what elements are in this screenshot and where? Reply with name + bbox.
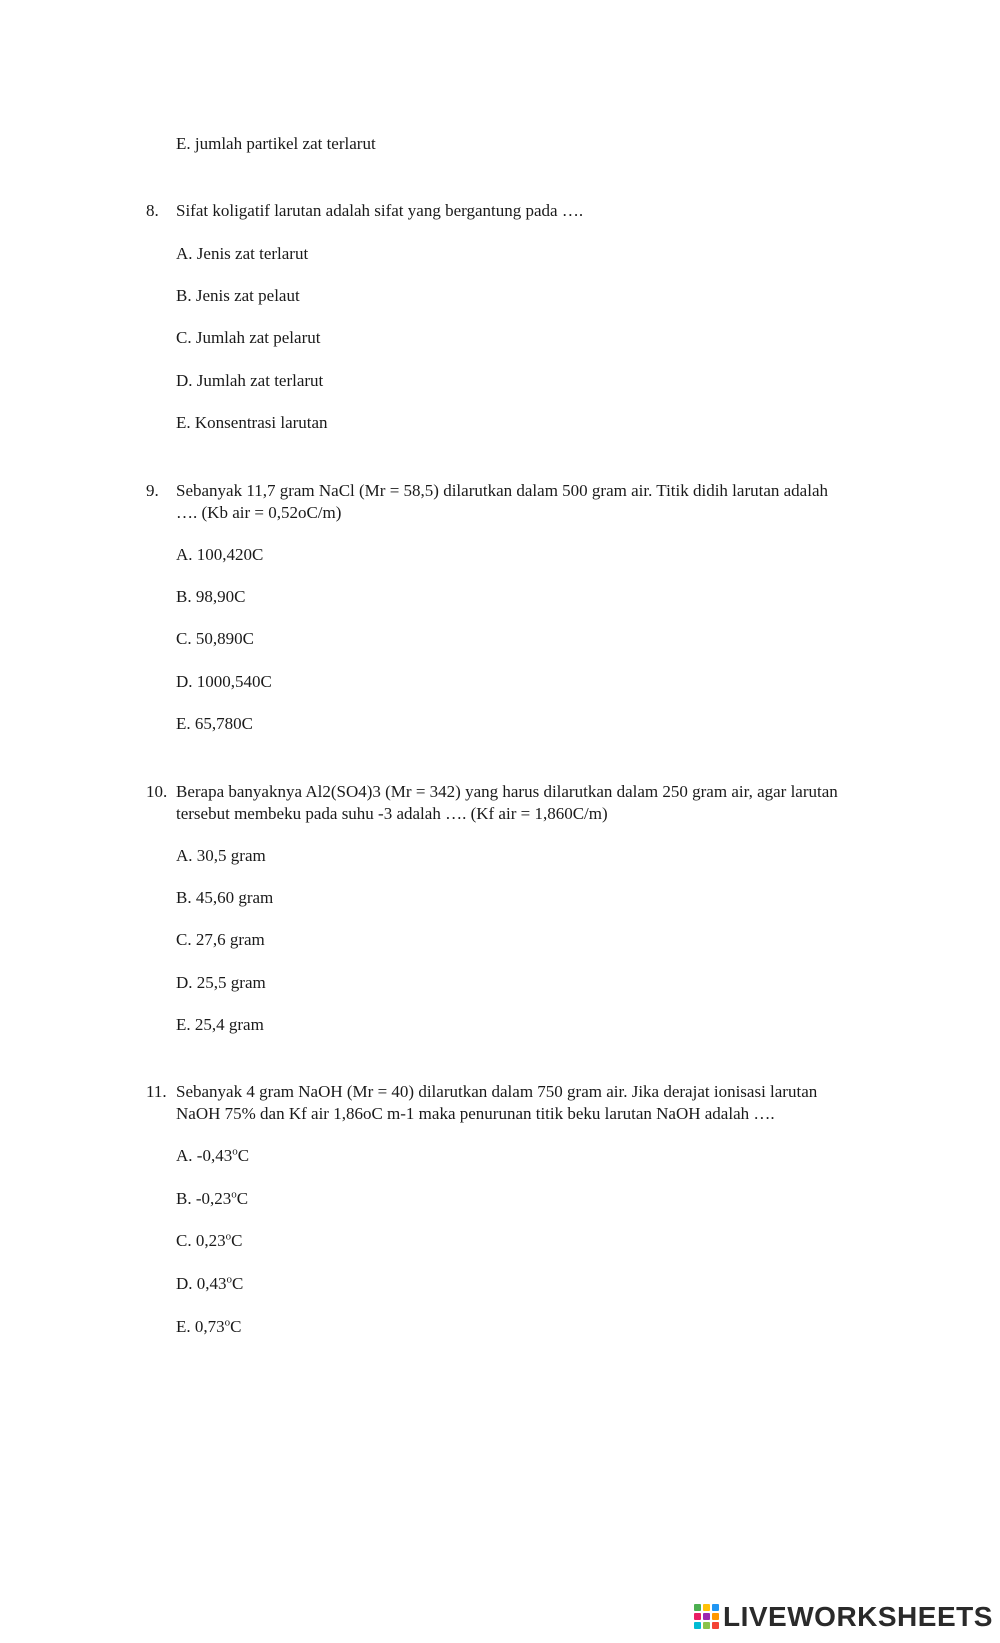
answer-option: A. -0,43$^o$C	[176, 1145, 250, 1165]
question-line: tersebut membeku pada suhu -3 adalah …. (Kf air = 1,860C/m)	[176, 804, 608, 823]
logo-square	[703, 1622, 710, 1629]
logo-square	[712, 1622, 719, 1629]
question-text	[176, 480, 886, 524]
logo-square	[703, 1613, 710, 1620]
logo-square	[694, 1613, 701, 1620]
answer-option: B. Jenis zat pelaut	[176, 286, 300, 305]
answer-option: C. 0,23$^o$C	[176, 1230, 243, 1250]
answer-option: B. 45,60 gram	[176, 888, 274, 907]
question-line: Sebanyak 11,7 gram NaCl (Mr = 58,5) dilarutkan dalam 500 gram air. Titik didih larutan adalah	[176, 481, 828, 500]
answer-option: A. 30,5 gram	[176, 846, 266, 865]
logo-square	[712, 1613, 719, 1620]
answer-option: D. Jumlah zat terlarut	[176, 371, 324, 390]
logo-square	[712, 1604, 719, 1611]
question-line: Berapa banyaknya Al2(SO4)3 (Mr = 342) yang harus dilarutkan dalam 250 gram air, agar larutan	[176, 782, 838, 801]
watermark-text: LIVEWORKSHEETS	[723, 1601, 993, 1632]
answer-option: C. 27,6 gram	[176, 930, 265, 949]
answer-option: E. jumlah partikel zat terlarut	[176, 134, 376, 153]
answer-option: B. 98,90C	[176, 587, 246, 606]
liveworksheets-logo-icon	[694, 1604, 720, 1630]
question-line: NaOH 75% dan Kf air 1,86oC m-1 maka penurunan titik beku larutan NaOH adalah ….	[176, 1104, 775, 1123]
question-number: 8.	[146, 201, 159, 220]
answer-option: D. 1000,540C	[176, 672, 272, 691]
answer-option: B. -0,23$^o$C	[176, 1188, 249, 1208]
question-line: Sebanyak 4 gram NaOH (Mr = 40) dilarutkan dalam 750 gram air. Jika derajat ionisasi larutan	[176, 1082, 818, 1101]
answer-option: E. 65,780C	[176, 714, 253, 733]
question-line: …. (Kb air = 0,52oC/m)	[176, 503, 342, 522]
logo-square	[694, 1604, 701, 1611]
answer-option: A. 100,420C	[176, 545, 264, 564]
question-number: 10.	[146, 782, 168, 801]
logo-square	[703, 1604, 710, 1611]
question-number: 11.	[146, 1082, 167, 1101]
answer-option: E. Konsentrasi larutan	[176, 413, 328, 432]
question-text	[176, 200, 886, 222]
question-line: Sifat koligatif larutan adalah sifat yang bergantung pada ….	[176, 201, 584, 220]
answer-option: A. Jenis zat terlarut	[176, 244, 309, 263]
answer-option: E. 25,4 gram	[176, 1015, 264, 1034]
question-number: 9.	[146, 481, 159, 500]
answer-option: D. 0,43$^o$C	[176, 1273, 244, 1293]
answer-option: D. 25,5 gram	[176, 973, 266, 992]
question-text	[176, 1081, 886, 1125]
liveworksheets-watermark	[694, 1600, 994, 1634]
logo-square	[694, 1622, 701, 1629]
answer-option: C. 50,890C	[176, 629, 254, 648]
answer-option: E. 0,73$^o$C	[176, 1316, 242, 1336]
answer-option: C. Jumlah zat pelarut	[176, 328, 321, 347]
question-text	[176, 781, 886, 825]
